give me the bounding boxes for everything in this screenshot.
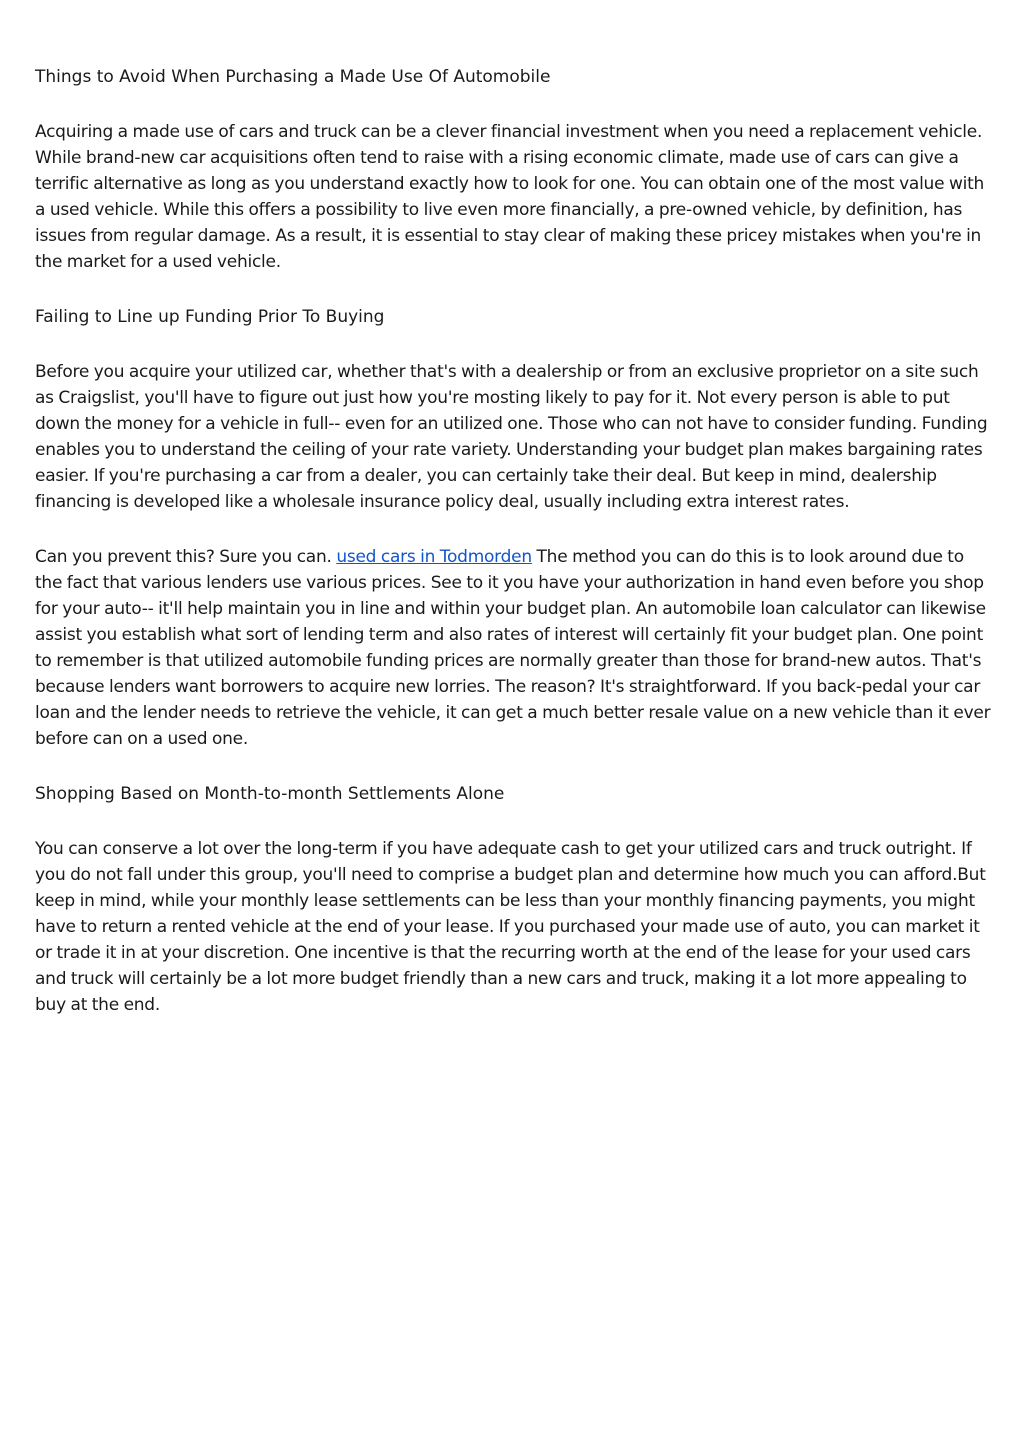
intro-paragraph: Acquiring a made use of cars and truck can be a clever financial investment when you need a replacement vehicle. While brand-new car acquisitions often tend to raise with a rising economic climate, made use of cars can give a terrific alternative as long as you understand exactly how to look for one. You can obtain one of the most value with a used vehicle. While this offers a possibility to live even more financially, a pre-owned vehicle, by definition, has issues from regular damage. As a result, it is essential to stay clear of making these pricey mistakes when you're in the market for a used vehicle. xyxy=(35,122,985,272)
section-heading-monthly: Shopping Based on Month-to-month Settlements Alone xyxy=(35,784,505,804)
used-cars-link[interactable]: used cars in Todmorden xyxy=(336,547,532,567)
funding-paragraph-2-lead: Can you prevent this? Sure you can. xyxy=(35,547,337,567)
document-title: Things to Avoid When Purchasing a Made Use Of Automobile xyxy=(35,67,551,87)
monthly-paragraph-1: You can conserve a lot over the long-term if you have adequate cash to get your utilized cars and truck outright. If you do not fall under this group, you'll need to comprise a budget plan and determine how much you can afford.But keep in mind, while your monthly lease settlements can be less than your monthly financing payments, you might have to return a rented vehicle at the end of your lease. If you purchased your made use of auto, you can market it or trade it in at your discretion. One incentive is that the recurring worth at the end of the lease for your used cars and truck will certainly be a lot more budget friendly than a new cars and truck, making it a lot more appealing to buy at the end. xyxy=(35,839,986,1015)
funding-paragraph-2 xyxy=(35,544,995,752)
funding-paragraph-2-rest: The method you can do this is to look around due to the fact that various lenders use various prices. See to it you have your authorization in hand even before you shop for your auto-- it'll help maintain you in line and within your budget plan. An automobile loan calculator can likewise assist you establish what sort of lending term and also rates of interest will certainly fit your budget plan. One point to remember is that utilized automobile funding prices are normally greater than those for brand-new autos. That's because lenders want borrowers to acquire new lorries. The reason? It's straightforward. If you back-pedal your car loan and the lender needs to retrieve the vehicle, it can get a much better resale value on a new vehicle than it ever before can on a used one. xyxy=(35,547,991,749)
funding-paragraph-1: Before you acquire your utilized car, whether that's with a dealership or from an exclusive proprietor on a site such as Craigslist, you'll have to figure out just how you're mosting likely to pay for it. Not every person is able to put down the money for a vehicle in full-- even for an utilized one. Those who can not have to consider funding. Funding enables you to understand the ceiling of your rate variety. Understanding your budget plan makes bargaining rates easier. If you're purchasing a car from a dealer, you can certainly take their deal. But keep in mind, dealership financing is developed like a wholesale insurance policy deal, usually including extra interest rates. xyxy=(35,362,988,512)
document-page xyxy=(35,64,995,1047)
section-heading-funding: Failing to Line up Funding Prior To Buying xyxy=(35,307,385,327)
